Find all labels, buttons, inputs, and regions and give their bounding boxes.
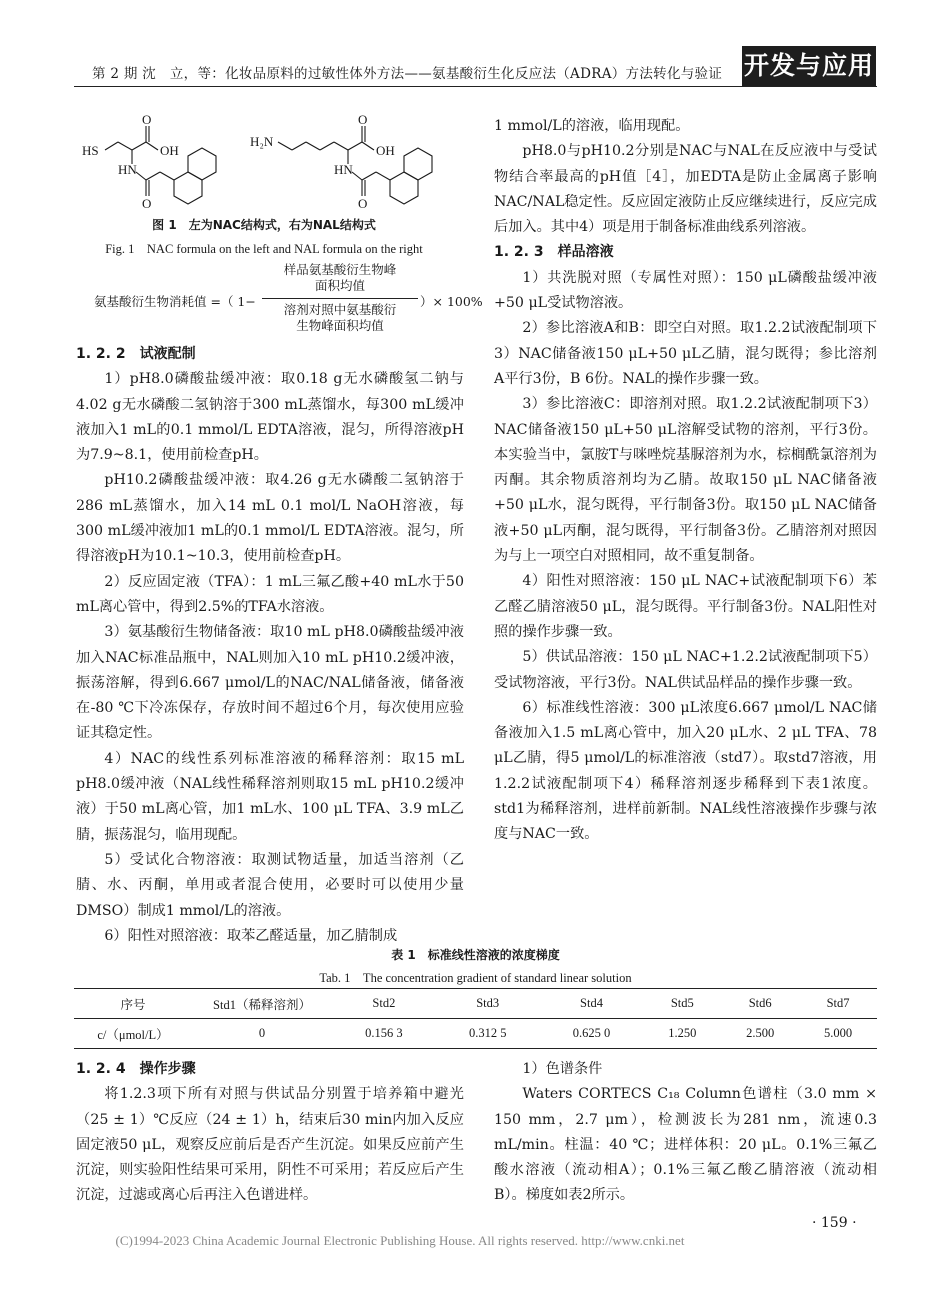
table-header-cell: Std5 bbox=[643, 989, 721, 1019]
table1-caption-cn: 表 1 标准线性溶液的浓度梯度 bbox=[391, 948, 560, 962]
paragraph: 3）氨基酸衍生物储备液：取10 mL pH8.0磷酸盐缓冲液加入NAC标准品瓶中，NAL则加入10 mL pH10.2缓冲液，振荡溶解，得到6.667 μmol/L的NAC/NAL储备液，储备液在-80 ℃下冷冻保存，存放时间不超过6个月，每次使用应验证其稳定性。 bbox=[76, 624, 464, 742]
paragraph: 5）供试品溶液：150 μL NAC+1.2.2试液配制项下5）受试物溶液，平行3份。NAL供试品样品的操作步骤一致。 bbox=[494, 649, 877, 691]
nal-h2n-label: H₂N bbox=[250, 134, 274, 149]
right-column bbox=[494, 114, 877, 848]
table-cell: 5.000 bbox=[799, 1019, 877, 1049]
nac-hn-label: HN bbox=[118, 162, 137, 177]
paragraph: pH10.2磷酸盐缓冲液：取4.26 g无水磷酸二氢钠溶于286 mL蒸馏水，加入14 mL 0.1 mol/L NaOH溶液，每300 mL缓冲液加1 mL的0.1 mmol/L EDTA溶液。混匀，所得溶液pH为10.1~10.3，使用前检查pH。 bbox=[76, 472, 464, 565]
page-number: · 159 · bbox=[812, 1215, 857, 1231]
paragraph: 1）色谱条件 bbox=[522, 1061, 603, 1077]
consumption-formula bbox=[90, 262, 483, 334]
section-1-2-4-heading: 1. 2. 4 操作步骤 bbox=[76, 1061, 196, 1077]
formula-den-line2: 生物峰面积均值 bbox=[296, 318, 384, 333]
nal-o2-label: O bbox=[358, 196, 368, 211]
bottom-right-column bbox=[494, 1057, 877, 1209]
paragraph: 5）受试化合物溶液：取测试物适量，加适当溶剂（乙腈、水、丙酮，单用或者混合使用，必要时可以使用少量DMSO）制成1 mmol/L的溶液。 bbox=[76, 851, 464, 919]
paragraph: 6）标准线性溶液：300 μL浓度6.667 μmol/L NAC储备液加入1.5 mL离心管中，加入20 μL水、2 μL TFA、78 μL乙腈，得5 μmol/L的标准溶液（std7）。取std7溶液，用1.2.2试液配制项下4）稀释溶剂逐步稀释到下表1浓度。std1为稀释溶剂，进样前新制。NAL线性溶液操作步骤与浓度与NAC一致。 bbox=[494, 699, 877, 843]
formula-num-line1: 样品氨基酸衍生物峰 bbox=[283, 262, 397, 277]
figure1-caption-en: Fig. 1 NAC formula on the left and NAL formula on the right bbox=[105, 242, 423, 256]
paragraph: 2）参比溶液A和B：即空白对照。取1.2.2试液配制项下3）NAC储备液150 μL+50 μL乙腈，混匀既得；参比溶剂A平行3份，B 6份。NAL的操作步骤一致。 bbox=[494, 320, 877, 387]
paragraph: 2）反应固定液（TFA）：1 mL三氟乙酸+40 mL水于50 mL离心管中，得到2.5%的TFA水溶液。 bbox=[76, 573, 464, 615]
table-header-cell: 序号 bbox=[74, 989, 192, 1019]
table-header-cell: Std6 bbox=[721, 989, 799, 1019]
bottom-left-column bbox=[76, 1057, 464, 1209]
concentration-table bbox=[74, 988, 877, 1049]
paragraph: 1）共洗脱对照（专属性对照）：150 μL磷酸盐缓冲液+50 μL受试物溶液。 bbox=[494, 269, 877, 312]
nac-oh-label: OH bbox=[160, 143, 179, 158]
paragraph: 1 mmol/L的溶液，临用现配。 bbox=[494, 118, 690, 134]
table-cell: 0.625 0 bbox=[540, 1019, 644, 1049]
paragraph: pH8.0与pH10.2分别是NAC与NAL在反应液中与受试物结合率最高的pH值［4］，加EDTA是防止金属离子影响NAC/NAL稳定性。反应固定液防止反应继续进行，反应完成后加入。其中4）项是用于制备标准曲线系列溶液。 bbox=[494, 143, 877, 236]
table-header-cell: Std4 bbox=[540, 989, 644, 1019]
table-row-label: c/（μmol/L） bbox=[74, 1019, 192, 1049]
formula-numerator bbox=[265, 262, 415, 294]
paragraph: 6）阳性对照溶液：取苯乙醛适量，加乙腈制成 bbox=[104, 927, 398, 944]
formula-denominator bbox=[265, 302, 415, 334]
formula-den-line1: 溶剂对照中氨基酸衍 bbox=[283, 302, 397, 317]
paragraph: 1）pH8.0磷酸盐缓冲液：取0.18 g无水磷酸氢二钠与4.02 g无水磷酸二氢钠溶于300 mL蒸馏水，每300 mL缓冲液加入1 mL的0.1 mmol/L EDTA溶液，混匀，所得溶液pH为7.9~8.1，使用前检查pH。 bbox=[76, 371, 464, 464]
section-1-2-2-heading: 1. 2. 2 试液配制 bbox=[76, 346, 196, 362]
table-cell: 2.500 bbox=[721, 1019, 799, 1049]
nal-hn-label: HN bbox=[334, 162, 353, 177]
table-header-cell: Std7 bbox=[799, 989, 877, 1019]
paragraph: Waters CORTECS C₁₈ Column色谱柱（3.0 mm × 150 mm，2.7 μm），检测波长为281 nm，流速0.3 mL/min。柱温：40 ℃；进样体积：20 μL。0.1%三氟乙酸水溶液（流动相A）；0.1%三氟乙酸乙腈溶液（流动相B）。梯度如表2所示。 bbox=[494, 1086, 877, 1204]
running-title: 第 2 期 沈 立，等：化妆品原料的过敏性体外方法——氨基酸衍生化反应法（ADRA）方法转化与验证 bbox=[92, 66, 723, 82]
left-column bbox=[76, 342, 464, 949]
fraction-bar bbox=[262, 298, 418, 299]
table-row bbox=[74, 1019, 877, 1049]
table1-caption-en: Tab. 1 The concentration gradient of standard linear solution bbox=[319, 971, 632, 985]
paragraph: 4）NAC的线性系列标准溶液的稀释溶剂：取15 mL pH8.0缓冲液（NAL线性稀释溶剂则取15 mL pH10.2缓冲液）于50 mL离心管，加1 mL水、100 μL TFA、3.9 mL乙腈，振荡混匀，临用现配。 bbox=[76, 750, 464, 843]
figure1-structures bbox=[80, 112, 480, 212]
nal-structure bbox=[278, 126, 432, 204]
table-cell: 0 bbox=[192, 1019, 332, 1049]
nac-o-label: O bbox=[142, 112, 152, 127]
copyright-footer: (C)1994-2023 China Academic Journal Electronic Publishing House. All rights reserved. http://www.cnki.net bbox=[115, 1233, 685, 1248]
formula-num-line2: 面积均值 bbox=[314, 278, 365, 293]
table-cell: 0.156 3 bbox=[332, 1019, 436, 1049]
section-badge: 开发与应用 bbox=[742, 46, 876, 86]
table-header-cell: Std3 bbox=[436, 989, 540, 1019]
table-header-cell: Std2 bbox=[332, 989, 436, 1019]
nac-o2-label: O bbox=[142, 196, 152, 211]
header-rule bbox=[74, 86, 877, 87]
formula-lhs: 氨基酸衍生物消耗值 =（ 1− bbox=[94, 294, 256, 309]
table-cell: 1.250 bbox=[643, 1019, 721, 1049]
table-header-row bbox=[74, 989, 877, 1019]
figure1-caption-cn: 图 1 左为NAC结构式，右为NAL结构式 bbox=[152, 218, 376, 232]
table-header-cell: Std1（稀释溶剂） bbox=[192, 989, 332, 1019]
nal-o-label: O bbox=[358, 112, 368, 127]
formula-rhs: ）× 100% bbox=[420, 294, 483, 309]
paragraph: 3）参比溶液C：即溶剂对照。取1.2.2试液配制项下3）NAC储备液150 μL+50 μL溶解受试物的溶剂，平行3份。本实验当中，氯胺T与咪唑烷基脲溶剂为水，棕榈酰氯溶剂为丙酮。其余物质溶剂均为乙腈。故取150 μL NAC储备液+50 μL水，混匀既得，平行制备3份。取150 μL NAC储备液+50 μL丙酮，混匀既得，平行制备3份。乙腈溶剂对照因为与上一项空白对照相同，故不重复制备。 bbox=[494, 396, 877, 565]
paragraph: 4）阳性对照溶液：150 μL NAC+试液配制项下6）苯乙醛乙腈溶液50 μL，混匀既得。平行制备3份。NAL阳性对照的操作步骤一致。 bbox=[494, 573, 877, 640]
nal-oh-label: OH bbox=[376, 143, 395, 158]
table-cell: 0.312 5 bbox=[436, 1019, 540, 1049]
nac-hs-label: HS bbox=[82, 143, 99, 158]
section-1-2-3-heading: 1. 2. 3 样品溶液 bbox=[494, 244, 614, 261]
paragraph: 将1.2.3项下所有对照与供试品分别置于培养箱中避光（25 ± 1）℃反应（24 ± 1）h，结束后30 min内加入反应固定液50 μL，观察反应前后是否产生沉淀。如果反应前产生沉淀，则实验阳性结果可采用，阴性不可采用；若反应后产生沉淀，过滤或离心后再注入色谱进样。 bbox=[76, 1086, 464, 1204]
